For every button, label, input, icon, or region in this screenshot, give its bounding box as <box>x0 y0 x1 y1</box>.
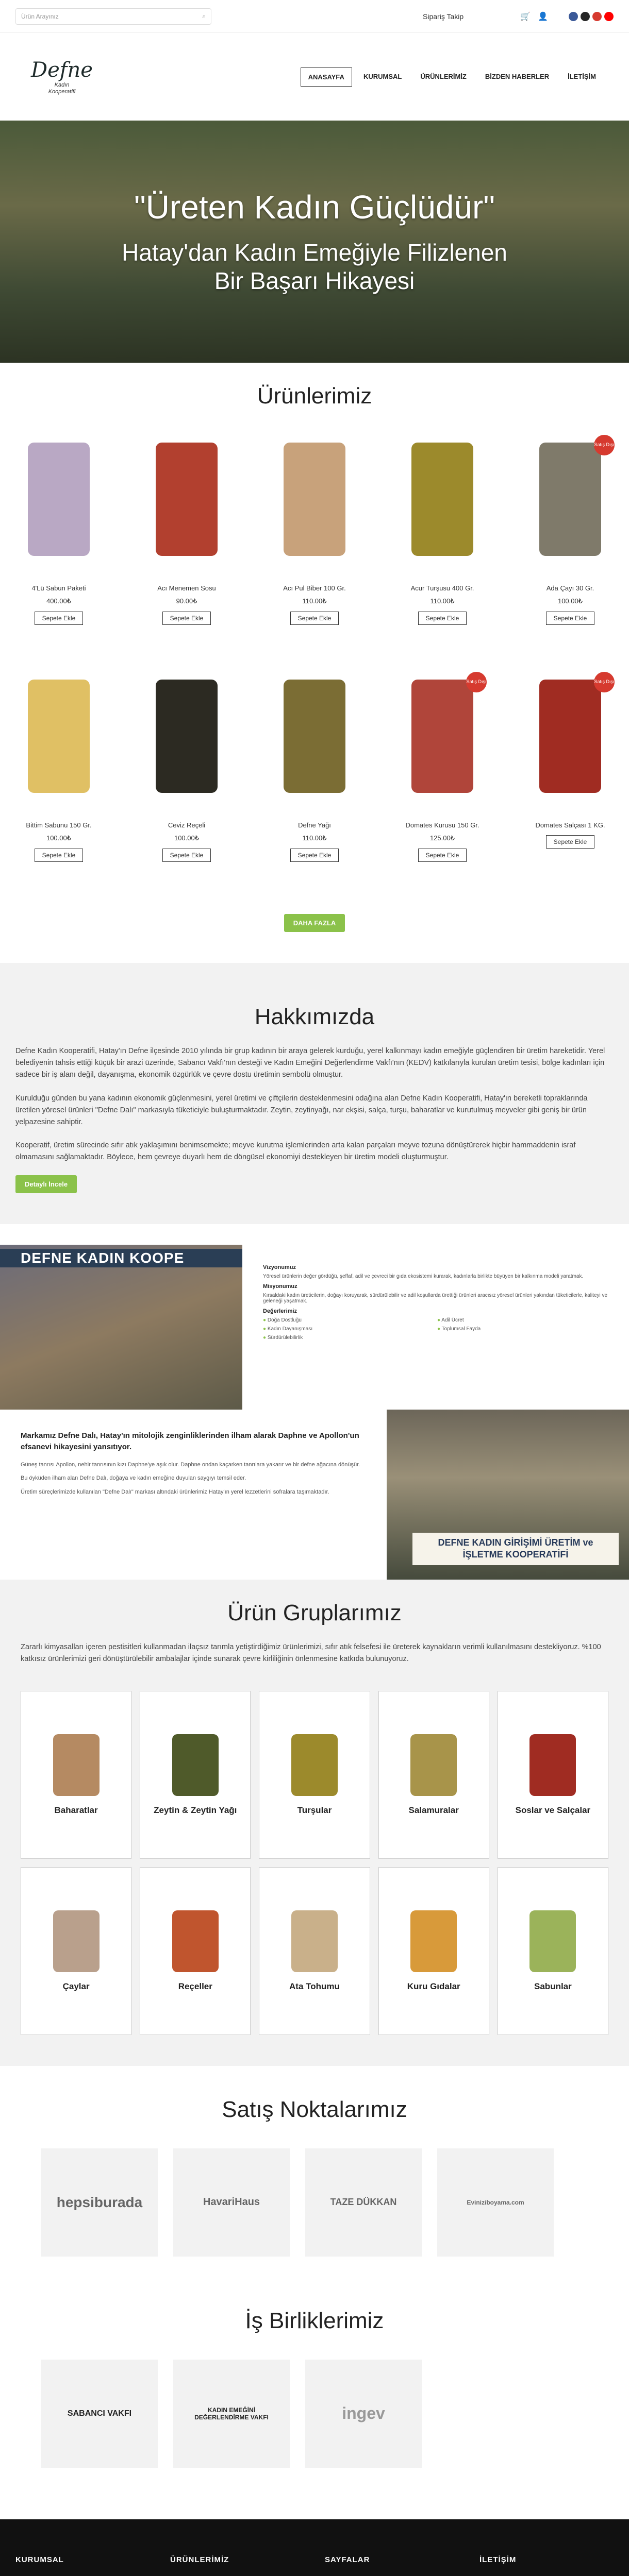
group-card[interactable] <box>378 1867 489 2035</box>
menu-item-contact[interactable]: İLETİŞİM <box>568 72 596 80</box>
product-name[interactable]: Defne Yağı <box>298 821 331 829</box>
group-label: Salamuralar <box>408 1805 459 1815</box>
group-grid <box>21 1691 608 2035</box>
group-label: Kuru Gıdalar <box>407 1981 460 1991</box>
groups-title: Ürün Gruplarımız <box>227 1600 402 1625</box>
product-card[interactable] <box>5 435 112 672</box>
stores-section <box>0 2066 629 2298</box>
values-section <box>0 1245 629 1410</box>
product-name[interactable]: Domates Kurusu 150 Gr. <box>405 821 479 829</box>
group-image <box>529 1910 576 1972</box>
add-to-cart-button[interactable]: Sepete Ekle <box>162 612 211 625</box>
about-section <box>0 963 629 1224</box>
add-to-cart-button[interactable]: Sepete Ekle <box>290 612 339 625</box>
product-image[interactable] <box>135 672 238 801</box>
group-card[interactable] <box>21 1867 131 2035</box>
topbar <box>0 0 629 33</box>
cooperative-photo <box>0 1245 242 1410</box>
product-card[interactable] <box>133 435 240 672</box>
product-card[interactable] <box>517 672 624 909</box>
product-price: 125.00₺ <box>429 834 455 842</box>
group-label: Ata Tohumu <box>289 1981 340 1991</box>
mission-title: Misyonumuz <box>263 1283 297 1290</box>
add-to-cart-button[interactable]: Sepete Ekle <box>546 612 595 625</box>
logo-mark: Defne <box>31 58 93 82</box>
about-paragraph: Kurulduğu günden bu yana kadının ekonomik güçlenmesini, yerel üretimi ve çiftçilerin desteklenmesini odağına alan Defne Kadın Kooperatifi, Hatay'ın bereketli topraklarında üretilen yöresel ürünleri "Defne Dalı" markasıyla tüketiciyle buluşturmaktadır. Zeytin, zeytinyağı, nar ekşisi, salça, turşu, baharatlar ve kurutulmuş meyveler gibi geniş bir ürün yelpazesine sahiptir. <box>15 1094 588 1126</box>
product-image[interactable] <box>7 435 110 564</box>
stores-title: Satış Noktalarımız <box>222 2096 407 2122</box>
footer-col2-title: ÜRÜNLERİMİZ <box>170 2555 229 2564</box>
hero-headline: "Üreten Kadın Güçlüdür" <box>134 188 495 226</box>
group-label: Turşular <box>297 1805 332 1815</box>
sale-badge: Satış Dışı <box>466 672 487 692</box>
footer-col3-title: SAYFALAR <box>325 2555 370 2564</box>
group-card[interactable] <box>498 1867 608 2035</box>
product-name[interactable]: Bittim Sabunu 150 Gr. <box>26 821 92 829</box>
mission-text: Kırsaldaki kadın üreticilerin, doğayı koruyarak, sürdürülebilir ve adil koşullarda ürettiği ürünleri aracısız yöresel ürünleri yakından tüketicilerle, kaliteyi ve geleneği yaşatmak. <box>263 1292 608 1304</box>
product-price: 110.00₺ <box>302 834 327 842</box>
group-label: Zeytin & Zeytin Yağı <box>154 1805 237 1815</box>
product-image[interactable] <box>391 672 494 801</box>
partners-section <box>0 2298 629 2519</box>
partner-logo-kedv[interactable]: KADIN EMEĞİNİ DEĞERLENDİRME VAKFI <box>173 2360 290 2468</box>
logo-sub2: Kooperatifi <box>48 89 76 95</box>
group-card[interactable] <box>259 1867 370 2035</box>
product-name[interactable]: Acı Menemen Sosu <box>157 584 216 592</box>
main-navigation <box>0 33 629 121</box>
value-item: ● Adil Ücret <box>437 1317 608 1323</box>
group-image <box>529 1734 576 1796</box>
product-name[interactable]: Ceviz Reçeli <box>168 821 206 829</box>
sale-badge: Satış Dışı <box>594 435 615 455</box>
groups-intro: Zararlı kimyasalları içeren pestisitleri kullanmadan ilaçsız tarımla yetiştirdiğimiz ürünlerimizi, sıfır atık felsefesi ile üreterek kaynakların verimli kullanılmasını destekliyoruz. %100 katkısız ürünlerimizi geri dönüştürülebilir ambalajlar içinde sunarak çevre kirliliğinin önlenmesine katkıda bulunuyoruz. <box>21 1642 601 1663</box>
search-input[interactable] <box>15 8 211 25</box>
store-logo-havarihaus[interactable]: HavariHaus <box>173 2148 290 2257</box>
value-item: ● Doğa Dostluğu <box>263 1317 434 1323</box>
product-image[interactable] <box>519 672 622 801</box>
group-label: Reçeller <box>178 1981 212 1991</box>
story-paragraph: Güneş tanrısı Apollon, nehir tanrısının kızı Daphne'ye aşık olur. Daphne ondan kaçarken tanrılara yakarır ve bir defne ağacına dönüşür. <box>21 1461 360 1468</box>
menu-item-home[interactable]: ANASAYFA <box>301 67 352 87</box>
instagram-icon[interactable] <box>581 12 590 21</box>
product-image[interactable] <box>263 672 366 801</box>
product-card[interactable] <box>261 672 368 909</box>
product-name[interactable]: Domates Salçası 1 KG. <box>535 821 605 829</box>
about-paragraph: Defne Kadın Kooperatifi, Hatay'ın Defne ilçesinde 2010 yılında bir grup kadının bir araya gelerek kurduğu, yerel kalkınmayı kadın emeğiyle güçlendiren bir üretim hareketidir. Yerel belediyenin tahsis ettiği küçük bir arazi üzerinde, Sabancı Vakfı'nın desteği ve Kadın Emeğini Değerlendirme Vakfı'nın (KEDV) katkılarıyla kurulan üretim tesisi, bölge kadınları için sadece bir iş alanı değil, dayanışma, ekonomik özgürlük ve çevre dostu üretimin sembolü olmuştur. <box>15 1047 605 1079</box>
sale-badge: Satış Dışı <box>594 672 615 692</box>
add-to-cart-button[interactable]: Sepete Ekle <box>35 612 84 625</box>
product-groups-section <box>0 1580 629 2066</box>
logo-sub1: Kadın <box>54 81 70 88</box>
menu-item-products[interactable]: ÜRÜNLERİMİZ <box>420 72 467 80</box>
about-paragraph: Kooperatif, üretim sürecinde sıfır atık yaklaşımını benimsemekte; meyve kurutma işlemlerinden arta kalan parçaları meyve tozuna dönüştürerek hiçbir hammaddenin israf olmamasını sağlamaktadır. Böylece, hem çevreye duyarlı hem de döngüsel ekonomiyi destekleyen bir üretim modeli oluşturmuştur. <box>15 1141 576 1162</box>
partners-title: İş Birliklerimiz <box>245 2308 384 2333</box>
group-card[interactable] <box>140 1867 251 2035</box>
group-image <box>53 1910 100 1972</box>
product-image[interactable] <box>519 435 622 564</box>
more-button[interactable]: DAHA FAZLA <box>284 914 345 932</box>
hero-banner <box>0 121 629 363</box>
product-name[interactable]: 4'Lü Sabun Paketi <box>31 584 86 592</box>
product-image[interactable] <box>391 435 494 564</box>
group-image <box>172 1734 219 1796</box>
product-price: 100.00₺ <box>557 597 583 605</box>
product-card[interactable] <box>517 435 624 672</box>
vision-title: Vizyonumuz <box>263 1264 296 1270</box>
hero-subhead: Hatay'dan Kadın Emeğiyle Filizlenen Bir Başarı Hikayesi <box>122 239 507 294</box>
products-section <box>0 363 629 963</box>
group-card[interactable] <box>259 1691 370 1859</box>
group-card[interactable] <box>140 1691 251 1859</box>
menu-item-corporate[interactable]: KURUMSAL <box>363 72 402 80</box>
product-price: 90.00₺ <box>176 597 197 605</box>
pinterest-icon[interactable] <box>592 12 602 21</box>
photo-banner: DEFNE KADIN KOOPE <box>0 1249 242 1267</box>
order-tracking-link[interactable]: Sipariş Takip <box>423 12 464 21</box>
add-to-cart-button[interactable]: Sepete Ekle <box>546 835 595 849</box>
group-image <box>410 1910 457 1972</box>
store-logo-tazedukkan[interactable]: TAZE DÜKKAN <box>305 2148 422 2257</box>
menu-item-news[interactable]: BİZDEN HABERLER <box>485 72 550 80</box>
product-card[interactable] <box>389 435 496 672</box>
cooperative-sign-photo <box>387 1410 629 1580</box>
story-paragraph: Üretim süreçlerimizde kullanılan "Defne Dalı" markası altındaki ürünlerimiz Hatay'ın yerel lezzetlerini sofralara taşımaktadır. <box>21 1488 329 1495</box>
product-image[interactable] <box>7 672 110 801</box>
group-image <box>291 1910 338 1972</box>
group-label: Soslar ve Salçalar <box>515 1805 591 1815</box>
product-price: 110.00₺ <box>302 597 327 605</box>
product-card[interactable] <box>389 672 496 909</box>
search-placeholder: Ürün Arayınız <box>21 12 59 20</box>
add-to-cart-button[interactable]: Sepete Ekle <box>418 849 467 862</box>
cooperative-sign: DEFNE KADIN GİRİŞİMİ ÜRETİM ve İŞLETME KOOPERATİFİ <box>412 1533 619 1565</box>
add-to-cart-button[interactable]: Sepete Ekle <box>418 612 467 625</box>
product-card[interactable] <box>5 672 112 909</box>
group-card[interactable] <box>378 1691 489 1859</box>
partner-logo-ingev[interactable]: ingev <box>305 2360 422 2468</box>
product-price: 100.00₺ <box>174 834 200 842</box>
group-card[interactable] <box>21 1691 131 1859</box>
logo[interactable] <box>26 43 98 110</box>
product-name[interactable]: Acur Turşusu 400 Gr. <box>410 584 474 592</box>
youtube-icon[interactable] <box>604 12 614 21</box>
group-label: Çaylar <box>62 1981 90 1991</box>
add-to-cart-button[interactable]: Sepete Ekle <box>162 849 211 862</box>
add-to-cart-button[interactable]: Sepete Ekle <box>290 849 339 862</box>
products-title: Ürünlerimiz <box>257 383 372 409</box>
value-item: ● Kadın Dayanışması <box>263 1326 434 1332</box>
value-item: ● Sürdürülebilirlik <box>263 1335 434 1341</box>
group-label: Sabunlar <box>534 1981 572 1991</box>
partner-logo-sabanci[interactable]: SABANCI VAKFI <box>41 2360 158 2468</box>
product-price: 100.00₺ <box>46 834 72 842</box>
user-icon[interactable]: 👤 <box>538 12 548 21</box>
story-paragraph: Bu öyküden ilham alan Defne Dalı, doğaya ve kadın emeğine duyulan saygıyı temsil eder. <box>21 1475 246 1481</box>
product-card[interactable] <box>133 672 240 909</box>
footer-col4-title: İLETİŞİM <box>479 2555 517 2564</box>
product-price: 400.00₺ <box>46 597 72 605</box>
store-logo-eviniziboyama[interactable]: Eviniziboyama.com <box>437 2148 554 2257</box>
group-image <box>53 1734 100 1796</box>
search-icon[interactable]: ⌕ <box>202 12 206 20</box>
footer-col1-title: KURUMSAL <box>15 2555 64 2564</box>
group-image <box>172 1910 219 1972</box>
value-item: ● Toplumsal Fayda <box>437 1326 608 1332</box>
product-name[interactable]: Acı Pul Biber 100 Gr. <box>283 584 346 592</box>
about-title: Hakkımızda <box>254 1004 375 1029</box>
group-label: Baharatlar <box>54 1805 98 1815</box>
facebook-icon[interactable] <box>569 12 578 21</box>
cart-icon[interactable]: 🛒 <box>520 12 531 21</box>
story-section <box>0 1410 629 1580</box>
product-price: 110.00₺ <box>430 597 455 605</box>
product-image[interactable] <box>135 435 238 564</box>
about-detail-button[interactable]: Detaylı İncele <box>15 1175 77 1193</box>
product-name[interactable]: Ada Çayı 30 Gr. <box>546 584 594 592</box>
values-title: Değerlerimiz <box>263 1308 297 1314</box>
product-card[interactable] <box>261 435 368 672</box>
group-image <box>291 1734 338 1796</box>
group-image <box>410 1734 457 1796</box>
vision-text: Yöresel ürünlerin değer gördüğü, şeffaf, adil ve çevreci bir gıda ekosistemi kurarak, kadınlarla birlikte büyüyen bir kalkınma modeli yaratmak. <box>263 1273 584 1279</box>
story-title: Markamız Defne Dalı, Hatay'ın mitolojik zenginliklerinden ilham alarak Daphne ve Apollon'un efsanevi hikayesini yansıtıyor. <box>21 1431 359 1451</box>
footer <box>0 2519 629 2576</box>
add-to-cart-button[interactable]: Sepete Ekle <box>35 849 84 862</box>
store-logo-hepsiburada[interactable]: hepsiburada <box>41 2148 158 2257</box>
menu <box>98 67 603 87</box>
product-image[interactable] <box>263 435 366 564</box>
group-card[interactable] <box>498 1691 608 1859</box>
product-grid <box>0 409 629 909</box>
